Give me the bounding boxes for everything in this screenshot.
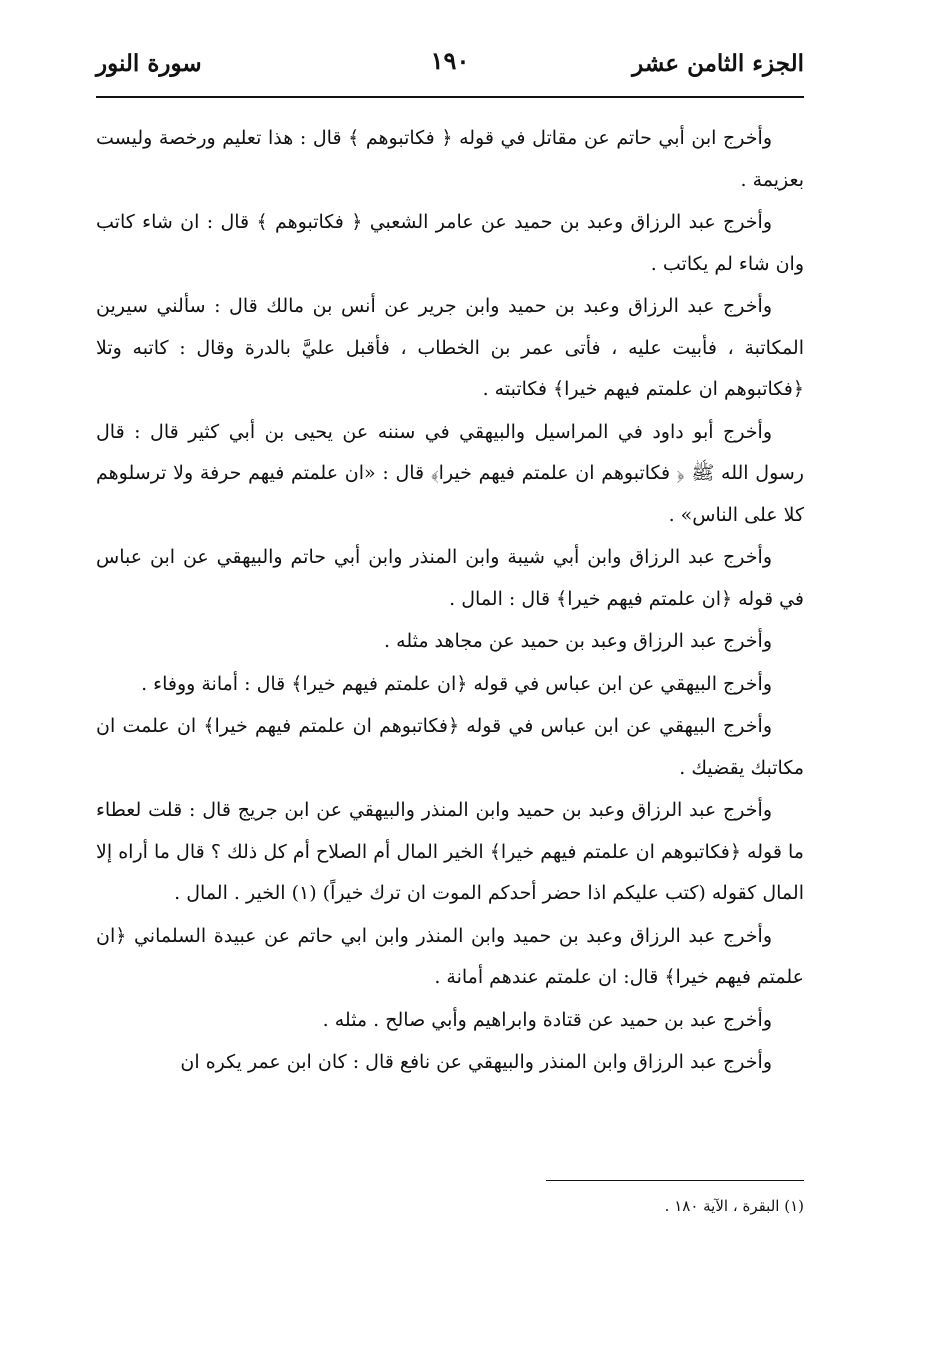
footnote: (١) البقرة ، الآية ١٨٠ . — [664, 1197, 804, 1215]
page-header — [96, 44, 804, 90]
header-divider — [96, 96, 804, 98]
paragraph: وأخرج عبد الرزاق وعبد بن حميد عن عامر الشعبي ﴿ فكاتبوهم ﴾ قال : ان شاء كاتب وان شاء لم يكاتب . — [96, 211, 804, 275]
paragraph: وأخرج عبد الرزاق وعبد بن حميد وابن المنذر وابن ابي حاتم عن عبيدة السلماني ﴿ان علمتم فيهم خيرا﴾ قال: ان علمتم عندهم أمانة . — [96, 924, 804, 988]
paragraph: وأخرج عبد الرزاق وعبد بن حميد وابن المنذر والبيهقي عن ابن جريج قال : قلت لعطاء ما قوله ﴿فكاتبوهم ان علمتم فيهم خيرا﴾ الخير المال أم الصلاح أم كل ذلك ؟ قال ما أراه إلا المال كقوله (كتب عليكم اذا حضر أحدكم الموت ان ترك خيراً) (١) الخير . المال . — [96, 799, 804, 904]
paragraph: وأخرج البيهقي عن ابن عباس في قوله ﴿ان علمتم فيهم خيرا﴾ قال : أمانة ووفاء . — [141, 672, 772, 695]
juz-title: الجزء الثامن عشر — [632, 50, 804, 77]
paragraph: وأخرج أبو داود في المراسيل والبيهقي في سننه عن يحيى بن أبي كثير قال : قال رسول الله ﷺ ﴿ فكاتبوهم ان علمتم فيهم خيرا﴾ قال : «ان علمتم فيهم حرفة ولا ترسلوهم كلا على الناس» . — [96, 420, 804, 526]
paragraph: وأخرج عبد الرزاق وعبد بن حميد وابن جرير عن أنس بن مالك قال : سألني سيرين المكاتبة ، فأبيت عليه ، فأتى عمر بن الخطاب ، فأقبل عليَّ بالدرة وقال : كاتبه وتلا ﴿فكاتبوهم ان علمتم فيهم خيرا﴾ فكاتبته . — [96, 295, 804, 400]
paragraph: وأخرج البيهقي عن ابن عباس في قوله ﴿فكاتبوهم ان علمتم فيهم خيرا﴾ ان علمت ان مكاتبك يقضيك . — [96, 715, 804, 779]
paragraph: وأخرج عبد الرزاق وابن أبي شيبة وابن المنذر وابن أبي حاتم والبيهقي عن ابن عباس في قوله ﴿ان علمتم فيهم خيرا﴾ قال : المال . — [96, 546, 804, 610]
paragraph: وأخرج عبد الرزاق وعبد بن حميد عن مجاهد مثله . — [384, 630, 772, 652]
paragraph: وأخرج ابن أبي حاتم عن مقاتل في قوله ﴿ فكاتبوهم ﴾ قال : هذا تعليم ورخصة وليست بعزيمة . — [96, 127, 804, 191]
paragraph: وأخرج عبد الرزاق وابن المنذر والبيهقي عن نافع قال : كان ابن عمر يكره ان — [180, 1051, 772, 1073]
surah-title: سورة النور — [96, 50, 202, 77]
page-number: ١٩٠ — [430, 46, 470, 75]
main-text — [96, 118, 804, 1085]
paragraph: وأخرج عبد بن حميد عن قتادة وابراهيم وأبي صالح . مثله . — [322, 1008, 772, 1031]
footnote-divider — [546, 1180, 804, 1181]
